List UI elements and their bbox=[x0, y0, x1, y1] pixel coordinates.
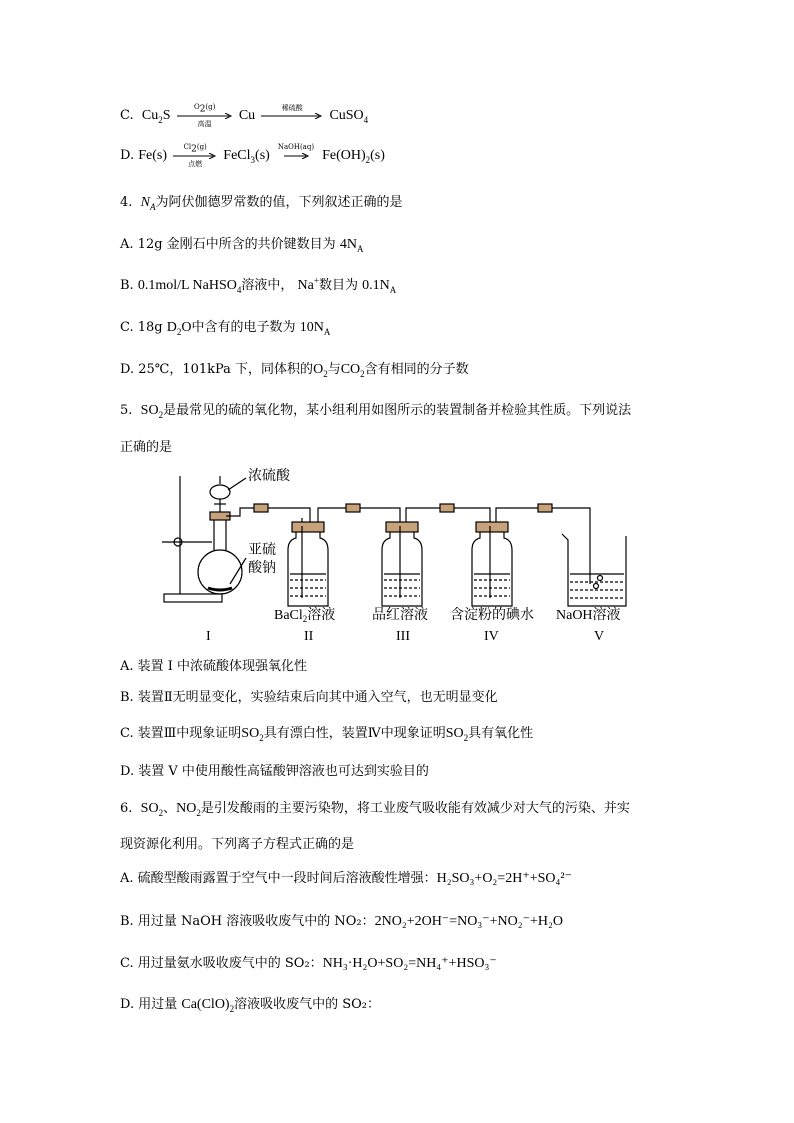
q6-option-a: A. 硫酸型酸雨露置于空气中一段时间后溶液酸性增强：H₂SO₃+O₂=2H⁺+SO₄²⁻ bbox=[120, 871, 572, 886]
roman-label-v: V bbox=[594, 629, 605, 644]
salt-label-line1: 亚硫 bbox=[248, 543, 276, 558]
q6-option-c: C. 用过量氨水吸收废气中的 SO₂：NH₃·H₂O+SO₂=NH₄⁺+HSO₃⁻ bbox=[120, 956, 497, 971]
product: $Fe(OH)_2(s)$ bbox=[322, 148, 385, 165]
stand-base bbox=[164, 594, 222, 602]
bottle-iv-label: 含淀粉的碘水 bbox=[450, 608, 534, 623]
roman-label-iv: IV bbox=[484, 629, 499, 644]
reaction-arrow: NaOH(aq) bbox=[276, 153, 316, 159]
q5-option-d: D. 装置 V 中使用酸性高锰酸钾溶液也可达到实验目的 bbox=[120, 764, 429, 779]
beaker-v-label: NaOH溶液 bbox=[556, 608, 621, 623]
roman-label-ii: II bbox=[304, 629, 314, 644]
reactant: Fe(s) bbox=[138, 148, 168, 163]
q6-stem-line1: 6. $SO_2$、$NO_2$是引发酸雨的主要污染物，将工业废气吸收能有效减少对大气的污染、并实 bbox=[120, 801, 630, 818]
bottle-ii-label: BaCl$_2$溶液 bbox=[274, 608, 336, 624]
intermediate: FeCl$_3$(s) bbox=[223, 148, 270, 165]
intermediate: Cu bbox=[238, 108, 256, 123]
q5-option-b: B. 装置Ⅱ无明显变化，实验结束后向其中通入空气，也无明显变化 bbox=[120, 690, 498, 705]
q4-option-b: B. 0.1mol/L NaHSO$_4$溶液中， Na+数目为 $0.1N_A$ bbox=[120, 275, 397, 295]
q4-option-a: A. 12g 金刚石中所含的共价键数目为 $4N_A$ bbox=[120, 237, 364, 254]
q6-stem-line2: 现资源化利用。下列离子方程式正确的是 bbox=[120, 837, 355, 852]
reaction-arrow: 稀硫酸 bbox=[261, 113, 323, 119]
q6-option-d: D. 用过量 $Ca(ClO)_2$溶液吸收废气中的 SO₂： bbox=[120, 997, 381, 1014]
reaction-arrow: $O_2(g)$ 高温 bbox=[177, 113, 233, 119]
bottle-iv bbox=[472, 522, 512, 606]
roman-label-i: I bbox=[206, 629, 211, 644]
product: CuSO$_4$ bbox=[329, 108, 369, 125]
reaction-arrow: $Cl_2(g)$ 点燃 bbox=[173, 153, 217, 159]
q5-option-c: C. 装置Ⅲ中现象证明$SO_2$具有漂白性，装置Ⅳ中现象证明$SO_2$具有氧化性 bbox=[120, 726, 534, 743]
bottle-ii bbox=[288, 522, 328, 606]
q4-option-c: C. 18g $D_2O$中含有的电子数为 $10N_A$ bbox=[120, 320, 331, 337]
q3-option-c: C. $Cu_2S$ $O_2(g)$ 高温 Cu 稀硫酸 CuSO$_4$ bbox=[120, 102, 369, 128]
q4-option-d: D. 25℃，101kPa 下，同体积的$O_2$与$CO_2$含有相同的分子数 bbox=[120, 362, 469, 379]
salt-label-line2: 酸钠 bbox=[248, 561, 276, 576]
q4-stem: 4. $N_A$为阿伏伽德罗常数的值，下列叙述正确的是 bbox=[120, 195, 403, 212]
bottle-iii bbox=[382, 522, 422, 606]
q5-stem-line2: 正确的是 bbox=[120, 440, 173, 455]
round-bottom-flask bbox=[198, 550, 242, 594]
acid-label: 浓硫酸 bbox=[248, 469, 290, 484]
beaker-v bbox=[562, 534, 626, 606]
q3-option-d: D. Fe(s) $Cl_2(g)$ 点燃 FeCl$_3$(s) NaOH(aq) $Fe(OH)_2(s)$ bbox=[120, 142, 385, 168]
q5-option-a: A. 装置 I 中浓硫酸体现强氧化性 bbox=[120, 659, 308, 674]
reactant: $Cu_2S$ bbox=[141, 108, 171, 125]
bottle-iii-label: 品红溶液 bbox=[372, 608, 428, 623]
dropping-funnel bbox=[210, 485, 230, 499]
roman-label-iii: III bbox=[396, 629, 410, 644]
q5-stem-line1: 5. $SO_2$是最常见的硫的氧化物，某小组利用如图所示的装置制备并检验其性质。下列说法 bbox=[120, 403, 632, 420]
apparatus-diagram bbox=[150, 466, 650, 646]
q6-option-b: B. 用过量 NaOH 溶液吸收废气中的 NO₂：2NO₂+2OH⁻=NO₃⁻+NO₂⁻+H₂O bbox=[120, 914, 563, 929]
